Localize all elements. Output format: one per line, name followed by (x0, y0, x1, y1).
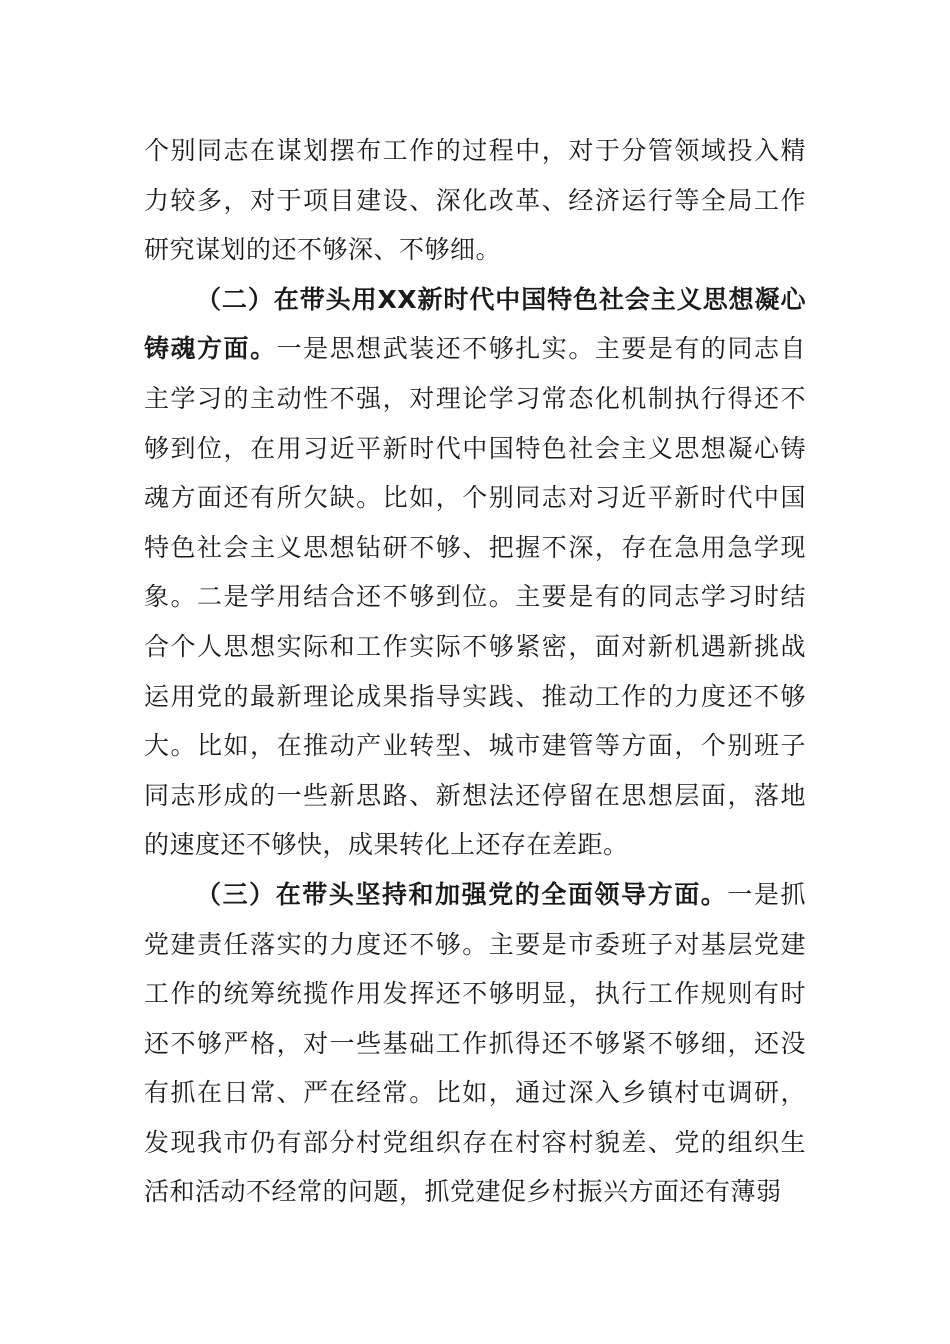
paragraph-body-text: 个别同志在谋划摆布工作的过程中，对于分管领域投入精力较多，对于项目建设、深化改革、经济运行等全局工作研究谋划的还不够深、不够细。 (144, 136, 806, 265)
paragraph-continuation (144, 126, 806, 275)
paragraph-section-three (144, 870, 806, 1217)
section-two-heading: （二）在带头用XX新时代中国特色社会主义思想凝心铸魂方面。 (144, 284, 806, 364)
document-body (144, 126, 806, 1217)
paragraph-section-two (144, 275, 806, 870)
section-three-body-text: 一是抓党建责任落实的力度还不够。主要是市委班子对基层党建工作的统筹统揽作用发挥还不够明显，执行工作规则有时还不够严格，对一些基础工作抓得还不够紧不够细，还没有抓在日常、严在经常。比如，通过深入乡镇村屯调研，发现我市仍有部分村党组织存在村容村貌差、党的组织生活和活动不经常的问题，抓党建促乡村振兴方面还有薄弱 (144, 879, 806, 1207)
section-three-heading: （三）在带头坚持和加强党的全面领导方面。 (196, 879, 728, 909)
section-two-body-text: 一是思想武装还不够扎实。主要是有的同志自主学习的主动性不强，对理论学习常态化机制执行得还不够到位，在用习近平新时代中国特色社会主义思想凝心铸魂方面还有所欠缺。比如，个别同志对习近平新时代中国特色社会主义思想钻研不够、把握不深，存在急用急学现象。二是学用结合还不够到位。主要是有的同志学习时结合个人思想实际和工作实际不够紧密，面对新机遇新挑战运用党的最新理论成果指导实践、推动工作的力度还不够大。比如，在推动产业转型、城市建管等方面，个别班子同志形成的一些新思路、新想法还停留在思想层面，落地的速度还不够快，成果转化上还存在差距。 (144, 334, 806, 860)
